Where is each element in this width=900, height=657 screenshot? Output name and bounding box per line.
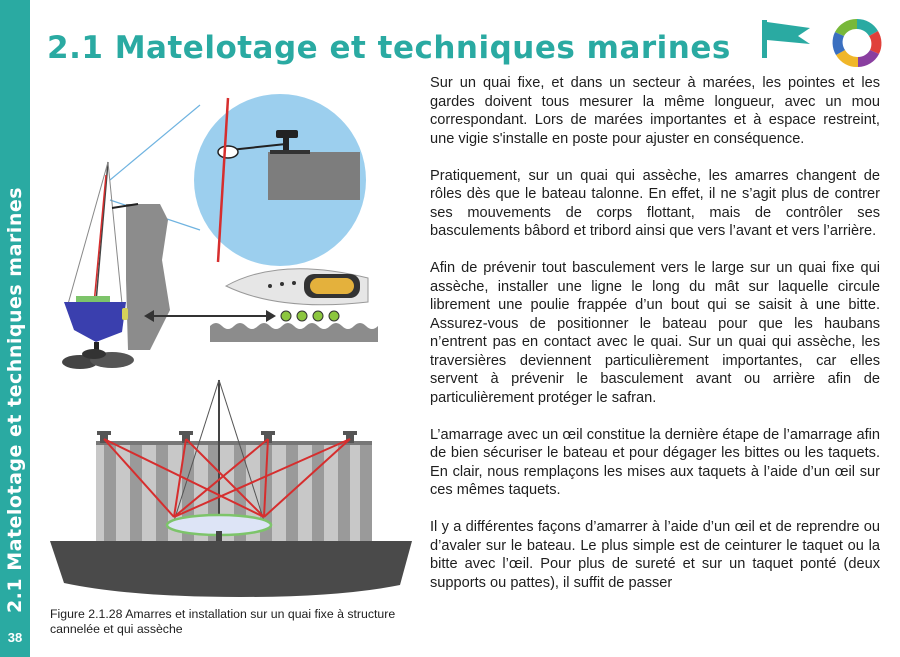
paragraph: Il y a différentes façons d’amarrer à l’aide d’un œil et de reprendre ou d’avaler sur le bateau. Le plus simple est de ceinturer le taquet ou la bitte avec l’œil. Pour plus de sureté et sur un taquet ponté (deux supports ou pattes), il suffit de passer	[430, 519, 880, 591]
paragraph: Afin de prévenir tout basculement vers le large sur un quai fixe qui assèche, installer une ligne le long du mât sur laquelle circule librement une poulie frappée d’un bout qui se saisit à une bitte. Assurez-vous de positionner le bateau pour que les haubans n’entrent pas en contact avec le quai. Sur un quai qui assèche, les traversières deviennent particulièrement importantes, car elles servent à prévenir le basculement avant ou arrière afin de particulièrement protéger le safran.	[430, 260, 880, 406]
paragraph: Pratiquement, sur un quai qui assèche, les amarres changent de rôles dès que le bateau talonne. En effet, il ne s’agit plus de contrer ses mouvements de corps flottant, mais de contrôler ses basculements bâbord et tribord ainsi que vers l’avant et vers l’arrière.	[430, 167, 880, 239]
page-number: 38	[7, 630, 23, 645]
page-title: 2.1 Matelotage et techniques marines	[47, 30, 731, 66]
color-ring-logo-icon	[828, 14, 886, 72]
paragraph: Sur un quai fixe, et dans un secteur à marées, les pointes et les gardes doivent tous mesurer la même longueur, avec un mou correspondant. Lors de marées importantes et à espace restreint, une vigie s'installe en poste pour ajuster en conséquence.	[430, 75, 880, 147]
sidebar	[0, 0, 30, 657]
boat-hull	[64, 302, 126, 342]
figure-corrugated-quay-illustration	[40, 375, 420, 600]
paragraph: L’amarrage avec un œil constitue la dernière étape de l’amarrage afin de bien sécuriser le bateau et pour dégager les bittes ou les taquets. En clair, nous remplaçons les mises aux taquets à l’aide d’un œil sur ces mêmes taquets.	[430, 426, 880, 498]
figure-quay-side-illustration	[50, 80, 380, 370]
flag-icon	[758, 18, 814, 60]
quay-wall	[126, 204, 170, 350]
seabed-ground	[50, 541, 412, 597]
figure-caption: Figure 2.1.28 Amarres et installation sur un quai fixe à structure cannelée et qui assèche	[50, 607, 396, 636]
sidebar-chapter-label: 2.1 Matelotage et techniques marines	[4, 186, 26, 614]
body-text	[430, 74, 880, 611]
